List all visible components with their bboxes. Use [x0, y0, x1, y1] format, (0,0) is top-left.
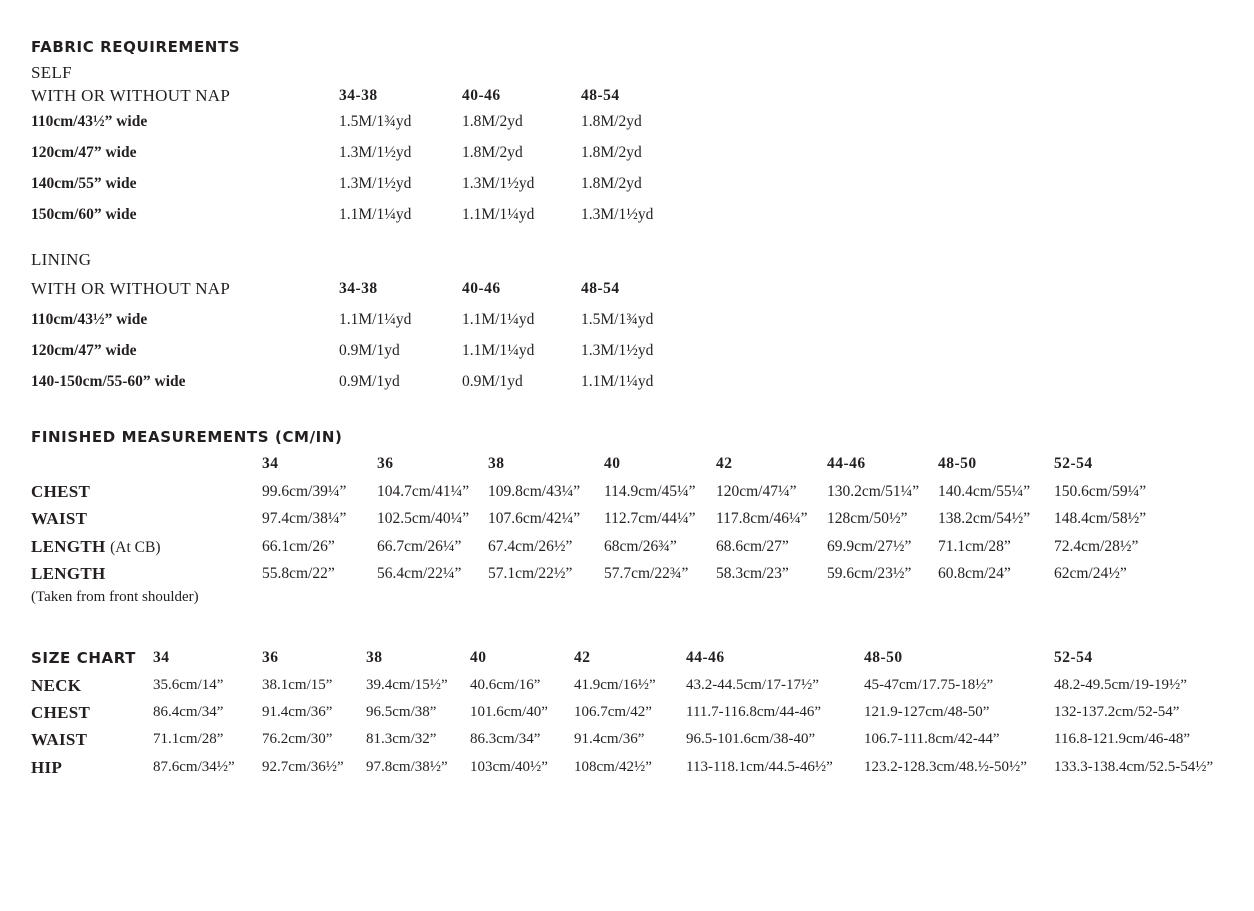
finished-measurements-heading: FINISHED MEASUREMENTS (CM/IN): [31, 428, 343, 446]
finished-cell: 57.7cm/22¾”: [604, 565, 689, 582]
finished-size-header: 40: [604, 455, 621, 472]
size-chart-cell: 91.4cm/36”: [262, 704, 333, 720]
size-chart-cell: 86.3cm/34”: [470, 731, 541, 747]
self-yardage-cell: 1.3M/1½yd: [339, 175, 412, 192]
lining-size-header: 34-38: [339, 280, 378, 297]
size-chart-cell: 106.7cm/42”: [574, 704, 652, 720]
finished-cell: 57.1cm/22½”: [488, 565, 573, 582]
self-yardage-cell: 1.3M/1½yd: [339, 144, 412, 161]
lining-yardage-cell: 0.9M/1yd: [339, 342, 400, 359]
size-chart-cell: 101.6cm/40”: [470, 704, 548, 720]
finished-size-header: 52-54: [1054, 455, 1093, 472]
size-chart-cell: 96.5cm/38”: [366, 704, 437, 720]
finished-cell: 148.4cm/58½”: [1054, 510, 1147, 527]
finished-cell: 99.6cm/39¼”: [262, 483, 347, 500]
size-chart-cell: 76.2cm/30”: [262, 731, 333, 747]
size-chart-cell: 108cm/42½”: [574, 759, 652, 775]
finished-cell: 60.8cm/24”: [938, 565, 1011, 582]
finished-size-header: 48-50: [938, 455, 977, 472]
size-chart-size-header: 36: [262, 649, 279, 666]
size-chart-cell: 87.6cm/34½”: [153, 759, 235, 775]
self-yardage-cell: 1.8M/2yd: [462, 113, 523, 130]
self-yardage-cell: 1.5M/1¾yd: [339, 113, 412, 130]
size-chart-cell: 113-118.1cm/44.5-46½”: [686, 759, 833, 775]
self-yardage-cell: 1.8M/2yd: [581, 175, 642, 192]
self-size-header: 48-54: [581, 87, 620, 104]
lining-width-label: 140-150cm/55-60” wide: [31, 373, 186, 390]
size-chart-cell: 86.4cm/34”: [153, 704, 224, 720]
self-yardage-cell: 1.3M/1½yd: [462, 175, 535, 192]
lining-title: LINING: [31, 250, 92, 269]
finished-row-label: WAIST: [31, 509, 88, 528]
finished-size-header: 38: [488, 455, 505, 472]
finished-cell: 66.7cm/26¼”: [377, 538, 462, 555]
finished-cell: 150.6cm/59¼”: [1054, 483, 1147, 500]
self-width-label: 150cm/60” wide: [31, 206, 137, 223]
finished-row-label: CHEST: [31, 482, 91, 501]
size-chart-cell: 71.1cm/28”: [153, 731, 224, 747]
size-chart-cell: 121.9-127cm/48-50”: [864, 704, 990, 720]
finished-cell: 69.9cm/27½”: [827, 538, 912, 555]
finished-cell: 140.4cm/55¼”: [938, 483, 1031, 500]
size-chart-cell: 123.2-128.3cm/48.½-50½”: [864, 759, 1027, 775]
finished-cell: 112.7cm/44¼”: [604, 510, 696, 527]
size-chart-row-label: CHEST: [31, 703, 91, 722]
size-chart-cell: 103cm/40½”: [470, 759, 548, 775]
size-chart-cell: 92.7cm/36½”: [262, 759, 344, 775]
finished-size-header: 42: [716, 455, 733, 472]
finished-cell: 71.1cm/28”: [938, 538, 1011, 555]
finished-size-header: 44-46: [827, 455, 866, 472]
finished-cell: 67.4cm/26½”: [488, 538, 573, 555]
size-chart-cell: 133.3-138.4cm/52.5-54½”: [1054, 759, 1214, 775]
finished-row-label-note: (At CB): [110, 539, 161, 556]
finished-cell: 56.4cm/22¼”: [377, 565, 462, 582]
finished-cell: 117.8cm/46¼”: [716, 510, 808, 527]
self-width-label: 110cm/43½” wide: [31, 113, 148, 130]
size-chart-cell: 132-137.2cm/52-54”: [1054, 704, 1180, 720]
size-chart-row-label: HIP: [31, 758, 63, 777]
finished-row-label-text: LENGTH: [31, 537, 106, 556]
size-chart-heading: SIZE CHART: [31, 649, 137, 667]
self-yardage-cell: 1.8M/2yd: [581, 113, 642, 130]
finished-footnote: (Taken from front shoulder): [31, 589, 199, 605]
size-chart-cell: 39.4cm/15½”: [366, 677, 448, 693]
size-chart-cell: 48.2-49.5cm/19-19½”: [1054, 677, 1187, 693]
finished-cell: 102.5cm/40¼”: [377, 510, 470, 527]
finished-cell: 59.6cm/23½”: [827, 565, 912, 582]
finished-cell: 109.8cm/43¼”: [488, 483, 581, 500]
finished-cell: 107.6cm/42¼”: [488, 510, 581, 527]
self-yardage-cell: 1.8M/2yd: [462, 144, 523, 161]
lining-yardage-cell: 1.5M/1¾yd: [581, 311, 654, 328]
self-yardage-cell: 1.1M/1¼yd: [339, 206, 412, 223]
finished-size-header: 34: [262, 455, 279, 472]
finished-cell: 66.1cm/26”: [262, 538, 335, 555]
finished-size-header: 36: [377, 455, 394, 472]
finished-cell: 55.8cm/22”: [262, 565, 335, 582]
size-chart-size-header: 34: [153, 649, 170, 666]
self-yardage-cell: 1.8M/2yd: [581, 144, 642, 161]
finished-cell: 72.4cm/28½”: [1054, 538, 1139, 555]
finished-cell: 68.6cm/27”: [716, 538, 789, 555]
size-chart-cell: 40.6cm/16”: [470, 677, 541, 693]
size-chart-cell: 96.5-101.6cm/38-40”: [686, 731, 816, 747]
fabric-requirements-heading: FABRIC REQUIREMENTS: [31, 38, 241, 56]
size-chart-row-label: NECK: [31, 676, 82, 695]
size-chart-size-header: 38: [366, 649, 383, 666]
self-width-label: 140cm/55” wide: [31, 175, 137, 192]
size-chart-cell: 97.8cm/38½”: [366, 759, 448, 775]
finished-cell: 130.2cm/51¼”: [827, 483, 920, 500]
size-chart-size-header: 44-46: [686, 649, 725, 666]
size-chart-cell: 45-47cm/17.75-18½”: [864, 677, 994, 693]
self-yardage-cell: 1.3M/1½yd: [581, 206, 654, 223]
lining-yardage-cell: 1.1M/1¼yd: [339, 311, 412, 328]
finished-cell: 97.4cm/38¼”: [262, 510, 347, 527]
self-nap-label: WITH OR WITHOUT NAP: [31, 86, 231, 105]
finished-cell: 104.7cm/41¼”: [377, 483, 470, 500]
lining-size-header: 48-54: [581, 280, 620, 297]
size-chart-cell: 81.3cm/32”: [366, 731, 437, 747]
self-size-header: 34-38: [339, 87, 378, 104]
size-chart-cell: 35.6cm/14”: [153, 677, 224, 693]
size-chart-cell: 91.4cm/36”: [574, 731, 645, 747]
finished-row-label: [31, 537, 160, 557]
size-chart-size-header: 42: [574, 649, 591, 666]
finished-cell: 114.9cm/45¼”: [604, 483, 696, 500]
lining-yardage-cell: 1.3M/1½yd: [581, 342, 654, 359]
self-yardage-cell: 1.1M/1¼yd: [462, 206, 535, 223]
finished-cell: 68cm/26¾”: [604, 538, 677, 555]
size-chart-cell: 38.1cm/15”: [262, 677, 333, 693]
size-chart-size-header: 48-50: [864, 649, 903, 666]
finished-cell: 138.2cm/54½”: [938, 510, 1031, 527]
self-width-label: 120cm/47” wide: [31, 144, 137, 161]
finished-cell: 120cm/47¼”: [716, 483, 797, 500]
lining-nap-label: WITH OR WITHOUT NAP: [31, 279, 231, 298]
finished-cell: 58.3cm/23”: [716, 565, 789, 582]
size-chart-size-header: 52-54: [1054, 649, 1093, 666]
lining-yardage-cell: 0.9M/1yd: [462, 373, 523, 390]
lining-yardage-cell: 1.1M/1¼yd: [581, 373, 654, 390]
finished-cell: 62cm/24½”: [1054, 565, 1127, 582]
size-chart-cell: 111.7-116.8cm/44-46”: [686, 704, 821, 720]
size-chart-cell: 43.2-44.5cm/17-17½”: [686, 677, 819, 693]
self-title: SELF: [31, 63, 72, 82]
size-chart-cell: 116.8-121.9cm/46-48”: [1054, 731, 1191, 747]
size-chart-row-label: WAIST: [31, 730, 88, 749]
lining-yardage-cell: 1.1M/1¼yd: [462, 342, 535, 359]
size-chart-cell: 41.9cm/16½”: [574, 677, 656, 693]
size-chart-cell: 106.7-111.8cm/42-44”: [864, 731, 1000, 747]
finished-cell: 128cm/50½”: [827, 510, 908, 527]
lining-yardage-cell: 0.9M/1yd: [339, 373, 400, 390]
lining-size-header: 40-46: [462, 280, 501, 297]
finished-row-label: LENGTH: [31, 564, 106, 583]
lining-width-label: 120cm/47” wide: [31, 342, 137, 359]
self-size-header: 40-46: [462, 87, 501, 104]
lining-width-label: 110cm/43½” wide: [31, 311, 148, 328]
size-chart-size-header: 40: [470, 649, 487, 666]
lining-yardage-cell: 1.1M/1¼yd: [462, 311, 535, 328]
